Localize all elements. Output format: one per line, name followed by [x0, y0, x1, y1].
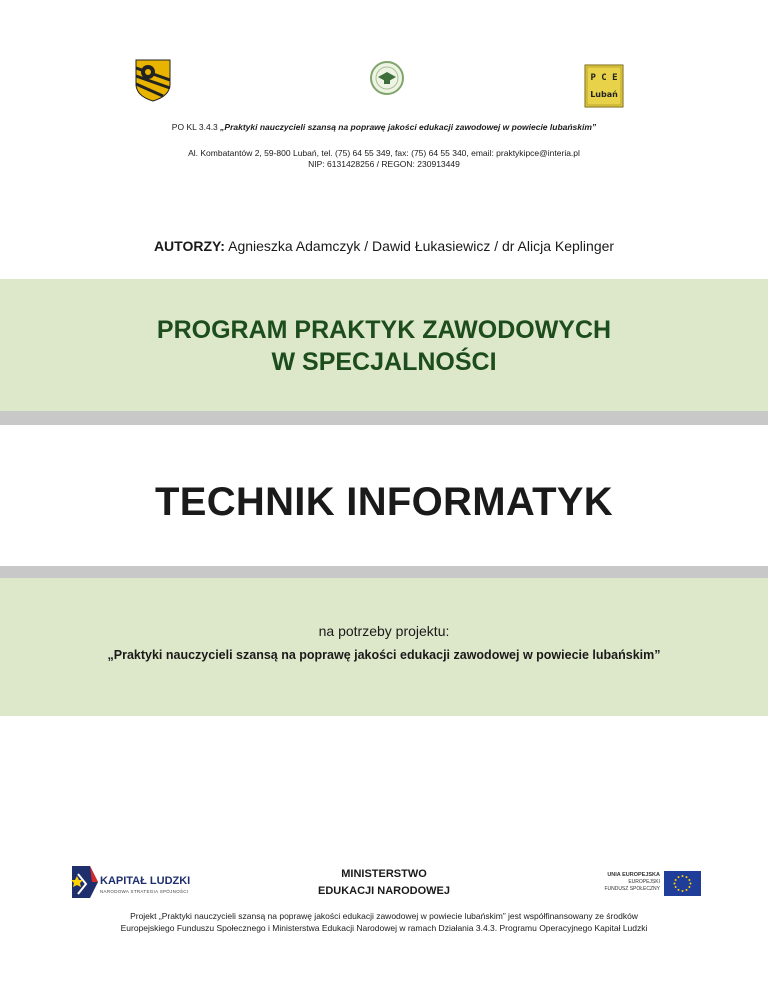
- footer-line1: Projekt „Praktyki nauczycieli szansą na poprawę jakości edukacji zawodowej w powiecie lubańskim” jest współfinansowany ze środków: [130, 911, 638, 921]
- kapital-ludzki-subtitle: NARODOWA STRATEGIA SPÓJNOŚCI: [100, 889, 189, 894]
- pce-luban-logo: [584, 64, 624, 108]
- tax-id-line: NIP: 6131428256 / REGON: 230913449: [308, 159, 460, 169]
- authors-label: AUTORZY:: [153, 238, 225, 254]
- eu-line1: UNIA EUROPEJSKA: [607, 872, 660, 878]
- address-block: [0, 148, 768, 170]
- project-intro: na potrzeby projektu:: [318, 623, 450, 639]
- program-title: [0, 314, 768, 378]
- eu-line3: FUNDUSZ SPOŁECZNY: [604, 886, 660, 892]
- project-line: [0, 122, 768, 132]
- authors-line: [0, 238, 768, 254]
- kapital-ludzki-title: KAPITAŁ LUDZKI: [100, 875, 191, 887]
- program-title-line1: PROGRAM PRAKTYK ZAWODOWYCH: [156, 316, 612, 344]
- project-prefix: PO KL 3.4.3: [171, 122, 221, 132]
- ministry-logo-text: [300, 866, 468, 900]
- footer-line2: Europejskiego Funduszu Społecznego i Ministerstwa Edukacji Narodowej w ramach Działania 3.4.3. Programu Operacyjnego Kapitał Ludzki: [120, 923, 648, 933]
- program-title-line2: W SPECJALNOŚCI: [271, 348, 497, 376]
- kapital-ludzki-icon: [68, 862, 100, 902]
- address-line: Al. Kombatantów 2, 59-800 Lubań, tel. (75) 64 55 349, fax: (75) 64 55 340, email: praktykipce@interia.pl: [188, 148, 580, 158]
- project-title: „Praktyki nauczycieli szansą na poprawę jakości edukacji zawodowej w powiecie lubańskim”: [220, 122, 597, 132]
- divider-band-top: [0, 411, 768, 425]
- ministry-line1: MINISTERSTWO: [341, 868, 427, 880]
- eu-line2: EUROPEJSKI: [628, 879, 660, 885]
- eu-logo-text: [565, 872, 660, 893]
- project-name: „Praktyki nauczycieli szansą na poprawę jakości edukacji zawodowej w powiecie lubańskim”: [107, 648, 661, 662]
- pce-logo-text-top: P C E: [590, 73, 618, 83]
- project-band: [0, 578, 768, 716]
- eu-flag-icon: [664, 871, 701, 896]
- coat-of-arms-logo: [133, 58, 173, 102]
- authors-names: Agnieszka Adamczyk / Dawid Łukasiewicz / dr Alicja Keplinger: [224, 238, 615, 254]
- main-title: TECHNIK INFORMATYK: [155, 480, 613, 524]
- footer-text: [0, 910, 768, 934]
- ministry-line2: EDUKACJI NARODOWEJ: [317, 885, 450, 897]
- school-emblem-logo: [367, 60, 407, 96]
- pce-logo-text-bottom: Lubań: [590, 90, 618, 99]
